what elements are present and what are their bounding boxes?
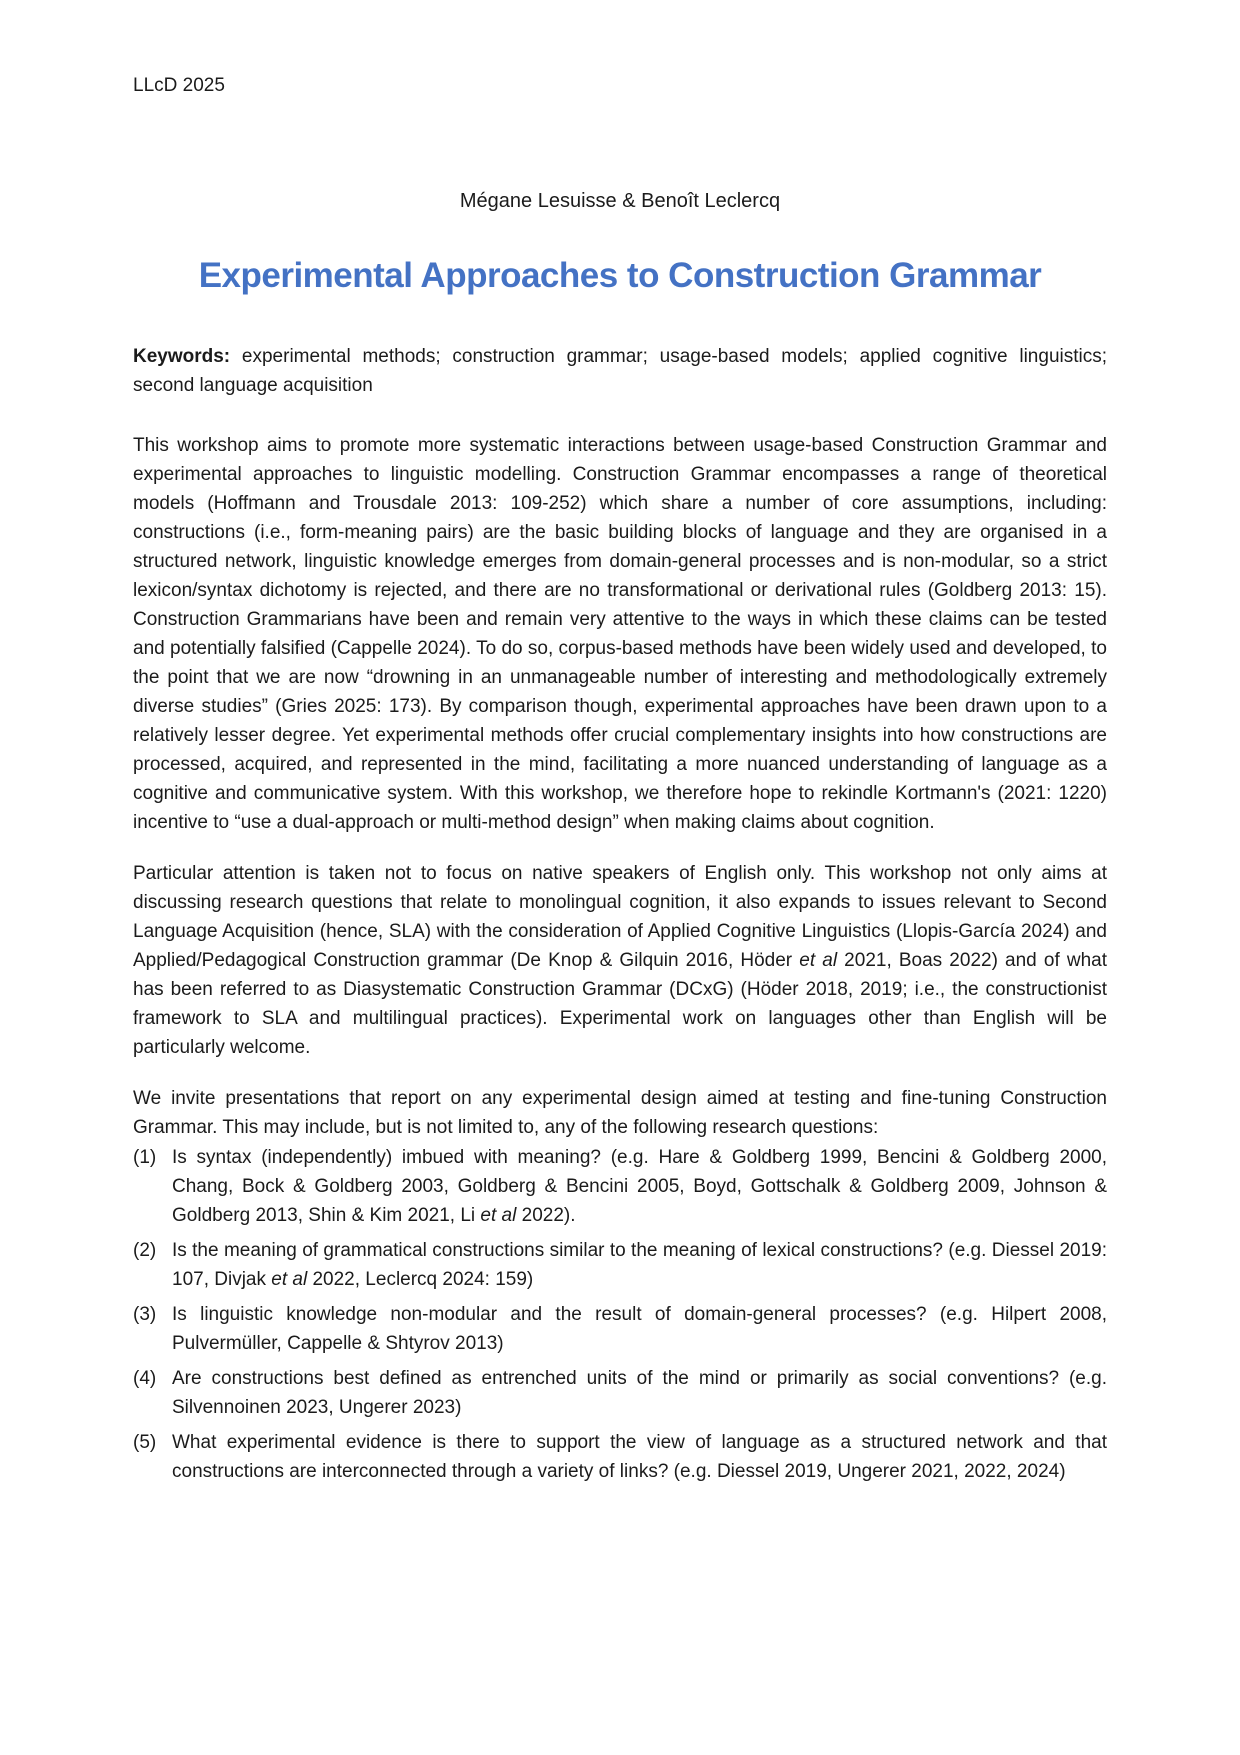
paragraph-invitation: We invite presentations that report on any experimental design aimed at testing and fine-tuning Construction Grammar. This may include, but is not limited to, any of the following research questions: — [133, 1088, 1107, 1138]
question-2-text: Is the meaning of grammatical constructions similar to the meaning of lexical constructions? (e.g. Diessel 2019: 107, Divjak et al 2022, Leclercq 2024: 159) — [172, 1240, 1107, 1290]
question-4-number: (4) — [133, 1368, 157, 1389]
question-3-text: Is linguistic knowledge non-modular and the result of domain-general processes? (e.g. Hilpert 2008, Pulvermüller, Cappelle & Shtyrov 2013) — [172, 1304, 1107, 1354]
question-4-text: Are constructions best defined as entrenched units of the mind or primarily as social conventions? (e.g. Silvennoinen 2023, Ungerer 2023) — [172, 1368, 1107, 1418]
keywords-label: Keywords: — [133, 346, 231, 367]
question-1-number: (1) — [133, 1147, 157, 1168]
paragraph-particular-attention: Particular attention is taken not to focus on native speakers of English only. This workshop not only aims at discussing research questions that relate to monolingual cognition, it also expands to issues relevant to Second Language Acquisition (hence, SLA) with the consideration of Applied Cognitive Linguistics (Llopis-García 2024) and Applied/Pedagogical Construction grammar (De Knop & Gilquin 2016, Höder et al 2021, Boas 2022) and of what has been referred to as Diasystematic Construction Grammar (DCxG) (Höder 2018, 2019; i.e., the constructionist framework to SLA and multilingual practices). Experimental work on languages other than English will be particularly welcome. — [133, 863, 1107, 1058]
question-2-number: (2) — [133, 1240, 157, 1261]
paragraph-workshop-aims: This workshop aims to promote more systematic interactions between usage-based Construction Grammar and experimental approaches to linguistic modelling. Construction Grammar encompasses a range of theoretical models (Hoffmann and Trousdale 2013: 109-252) which share a number of core assumptions, including: constructions (i.e., form-meaning pairs) are the basic building blocks of language and they are organised in a structured network, linguistic knowledge emerges from domain-general processes and is non-modular, so a strict lexicon/syntax dichotomy is rejected, and there are no transformational or derivational rules (Goldberg 2013: 15). Construction Grammarians have been and remain very attentive to the ways in which these claims can be tested and potentially falsified (Cappelle 2024). To do so, corpus-based methods have been widely used and developed, to the point that we are now “drowning in an unmanageable number of interesting and methodologically extremely diverse studies” (Gries 2025: 173). By comparison though, experimental approaches have been drawn upon to a relatively lesser degree. Yet experimental methods offer crucial complementary insights into how constructions are processed, acquired, and represented in the mind, facilitating a more nuanced understanding of language as a cognitive and communicative system. With this workshop, we therefore hope to rekindle Kortmann's (2021: 1220) incentive to “use a dual-approach or multi-method design” when making claims about cognition. — [133, 435, 1107, 833]
question-1-text: Is syntax (independently) imbued with meaning? (e.g. Hare & Goldberg 1999, Bencini & Goldberg 2000, Chang, Bock & Goldberg 2003, Goldberg & Bencini 2005, Boyd, Gottschalk & Goldberg 2009, Johnson & Goldberg 2013, Shin & Kim 2021, Li et al 2022). — [172, 1147, 1107, 1226]
keywords-text: experimental methods; construction grammar; usage-based models; applied cognitive linguistics; second language acquisition — [133, 346, 1108, 396]
keywords-paragraph — [133, 342, 1107, 400]
page-title: Experimental Approaches to Construction Grammar — [198, 256, 1042, 295]
conference-label: LLcD 2025 — [133, 75, 225, 96]
question-5-text: What experimental evidence is there to support the view of language as a structured network and that constructions are interconnected through a variety of links? (e.g. Diessel 2019, Ungerer 2021, 2022, 2024) — [172, 1432, 1107, 1482]
research-question-1 — [133, 1143, 1107, 1230]
research-question-3 — [133, 1300, 1107, 1358]
question-5-number: (5) — [133, 1432, 157, 1453]
research-question-5 — [133, 1428, 1107, 1486]
research-questions-list — [133, 1143, 1107, 1486]
research-question-4 — [133, 1364, 1107, 1422]
authors-line: Mégane Lesuisse & Benoît Leclercq — [459, 190, 781, 212]
research-question-2 — [133, 1236, 1107, 1294]
question-3-number: (3) — [133, 1304, 157, 1325]
